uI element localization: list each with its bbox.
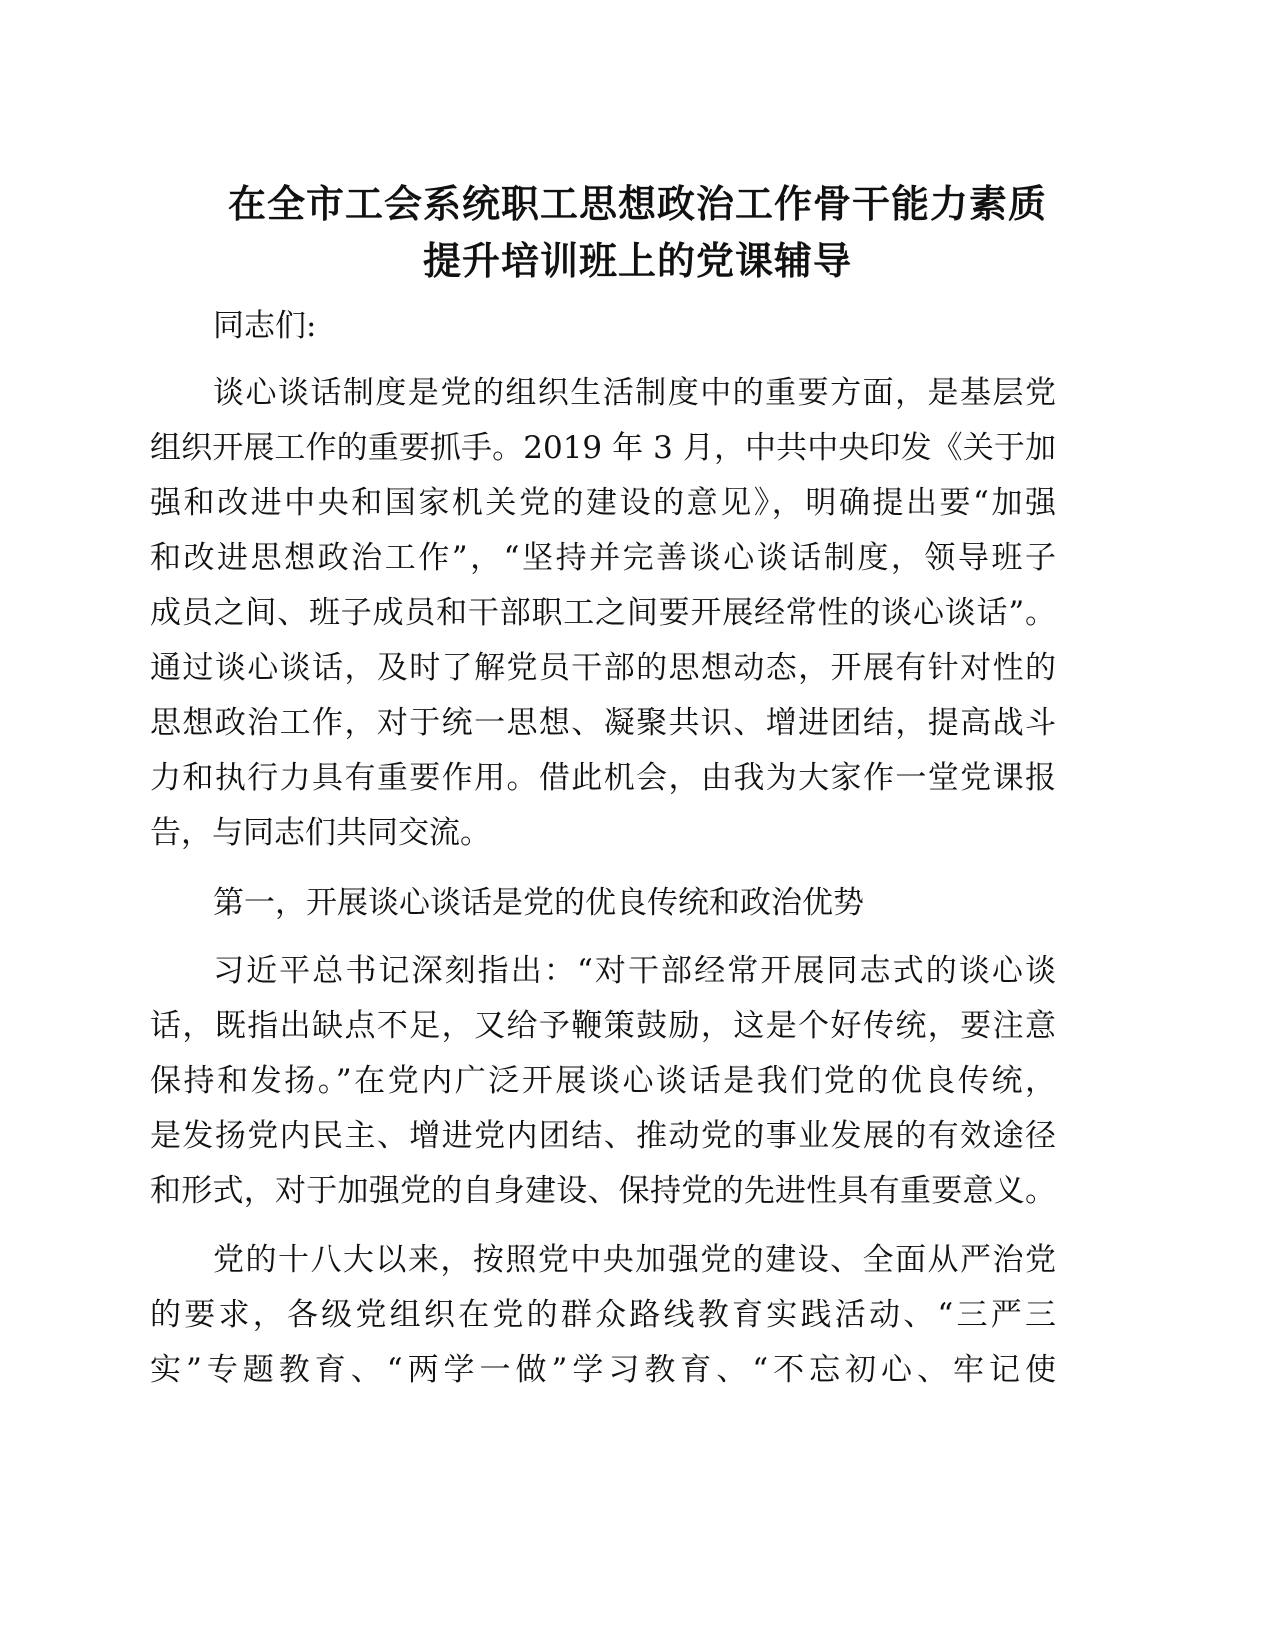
paragraph-line: 告，与同志们共同交流。 bbox=[150, 815, 491, 851]
paragraph-line: 谈心谈话制度是党的组织生活制度中的重要方面，是基层党 bbox=[213, 375, 1056, 411]
paragraph-line: 和改进思想政治工作”，“坚持并完善谈心谈话制度，领导班子 bbox=[150, 540, 1056, 576]
paragraph-line: 实”专题教育、“两学一做”学习教育、“不忘初心、牢记使 bbox=[150, 1352, 1056, 1388]
paragraph-line: 党的十八大以来，按照党中央加强党的建设、全面从严治党 bbox=[213, 1242, 1056, 1278]
salutation: 同志们: bbox=[213, 308, 317, 344]
paragraph-line: 和形式，对于加强党的自身建设、保持党的先进性具有重要意义。 bbox=[150, 1173, 1056, 1209]
paragraph-line: 成员之间、班子成员和干部职工之间要开展经常性的谈心谈话”。 bbox=[150, 595, 1056, 631]
paragraph-line: 的要求，各级党组织在党的群众路线教育实践活动、“三严三 bbox=[150, 1297, 1056, 1333]
document-title-line-2: 提升培训班上的党课辅导 bbox=[422, 239, 852, 283]
paragraph-line: 组织开展工作的重要抓手。2019 年 3 月，中共中央印发《关于加 bbox=[150, 430, 1056, 466]
document-title-line-1: 在全市工会系统职工思想政治工作骨干能力素质 bbox=[227, 182, 1047, 226]
section-heading: 第一，开展谈心谈话是党的优良传统和政治优势 bbox=[213, 885, 864, 921]
paragraph-line: 保持和发扬。”在党内广泛开展谈心谈话是我们党的优良传统， bbox=[150, 1063, 1056, 1099]
paragraph-line: 强和改进中央和国家机关党的建设的意见》，明确提出要“加强 bbox=[150, 485, 1056, 521]
paragraph-line: 是发扬党内民主、增进党内团结、推动党的事业发展的有效途径 bbox=[150, 1118, 1056, 1154]
paragraph-line: 话，既指出缺点不足，又给予鞭策鼓励，这是个好传统，要注意 bbox=[150, 1008, 1056, 1044]
paragraph-line: 通过谈心谈话，及时了解党员干部的思想动态，开展有针对性的 bbox=[150, 650, 1056, 686]
paragraph-line: 习近平总书记深刻指出：“对干部经常开展同志式的谈心谈 bbox=[213, 953, 1056, 989]
paragraph-line: 思想政治工作，对于统一思想、凝聚共识、增进团结，提高战斗 bbox=[150, 705, 1056, 741]
paragraph-line: 力和执行力具有重要作用。借此机会，由我为大家作一堂党课报 bbox=[150, 760, 1056, 796]
